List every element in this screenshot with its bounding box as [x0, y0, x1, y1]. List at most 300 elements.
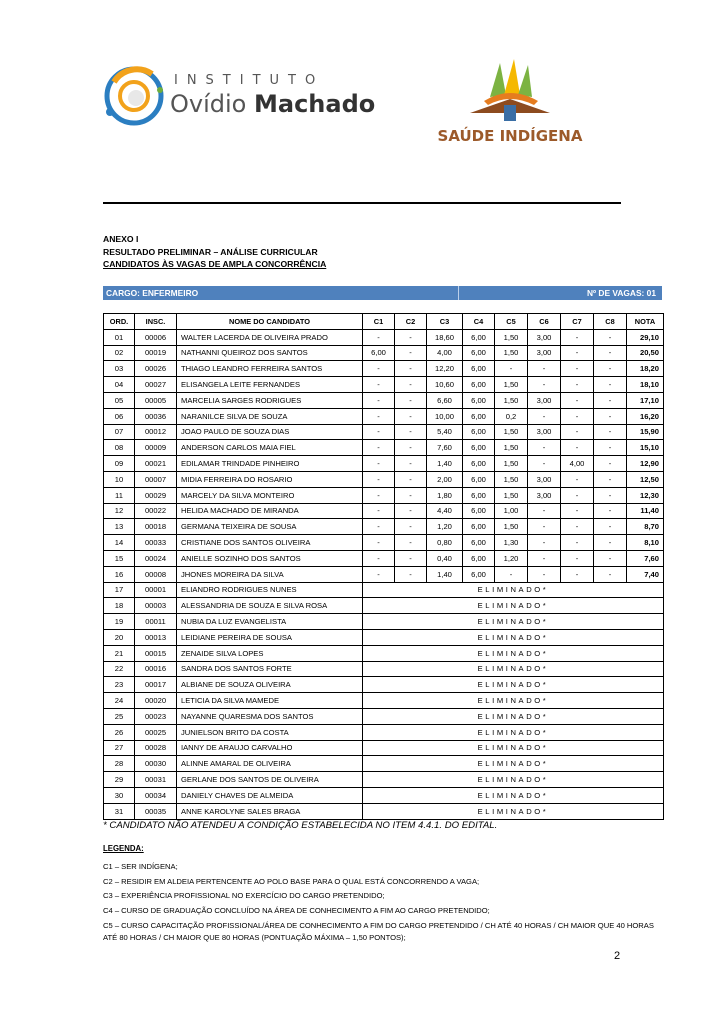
insc-cell: 00023: [135, 708, 177, 724]
ord-cell: 06: [104, 408, 135, 424]
insc-cell: 00035: [135, 803, 177, 819]
table-row: [104, 550, 664, 566]
table-row: [104, 740, 664, 756]
candidate-name-cell: EDILAMAR TRINDADE PINHEIRO: [177, 456, 363, 472]
insc-cell: 00013: [135, 629, 177, 645]
heading-annex: ANEXO I: [103, 234, 139, 244]
c2-cell: -: [395, 392, 427, 408]
nota-cell: 15,10: [627, 440, 664, 456]
ord-cell: 13: [104, 519, 135, 535]
c8-cell: -: [594, 377, 627, 393]
nota-cell: 7,60: [627, 550, 664, 566]
ord-cell: 30: [104, 787, 135, 803]
c8-cell: -: [594, 471, 627, 487]
status-cell: ELIMINADO*: [363, 598, 664, 614]
c7-cell: 4,00: [561, 456, 594, 472]
status-cell: ELIMINADO*: [363, 740, 664, 756]
ord-cell: 03: [104, 361, 135, 377]
instituto-ovidio-machado-logo: [100, 60, 376, 130]
c1-cell: -: [363, 487, 395, 503]
c4-cell: 6,00: [463, 503, 495, 519]
saude-indigena-logo: [430, 55, 590, 155]
insc-cell: 00009: [135, 440, 177, 456]
c5-cell: 1,50: [495, 487, 528, 503]
table-row: [104, 661, 664, 677]
ord-cell: 02: [104, 345, 135, 361]
c3-cell: 1,80: [427, 487, 463, 503]
c2-cell: -: [395, 503, 427, 519]
insc-cell: 00005: [135, 392, 177, 408]
c1-cell: -: [363, 471, 395, 487]
c3-cell: 1,20: [427, 519, 463, 535]
c6-cell: -: [528, 456, 561, 472]
table-row: [104, 629, 664, 645]
c8-cell: -: [594, 361, 627, 377]
c1-cell: -: [363, 535, 395, 551]
insc-cell: 00015: [135, 645, 177, 661]
c3-cell: 5,40: [427, 424, 463, 440]
c1-cell: 6,00: [363, 345, 395, 361]
c6-cell: -: [528, 408, 561, 424]
ord-cell: 20: [104, 629, 135, 645]
nota-cell: 12,30: [627, 487, 664, 503]
insc-cell: 00034: [135, 787, 177, 803]
c4-cell: 6,00: [463, 424, 495, 440]
c8-cell: -: [594, 550, 627, 566]
candidate-name-cell: NARANILCE SILVA DE SOUZA: [177, 408, 363, 424]
c5-cell: 1,50: [495, 345, 528, 361]
c1-cell: -: [363, 392, 395, 408]
ord-cell: 07: [104, 424, 135, 440]
column-header: C8: [594, 314, 627, 330]
c1-cell: -: [363, 566, 395, 582]
ord-cell: 31: [104, 803, 135, 819]
insc-cell: 00006: [135, 329, 177, 345]
candidate-name-cell: NAYANNE QUARESMA DOS SANTOS: [177, 708, 363, 724]
candidate-name-cell: ELIANDRO RODRIGUES NUNES: [177, 582, 363, 598]
c8-cell: -: [594, 519, 627, 535]
candidate-name-cell: ANDERSON CARLOS MAIA FIEL: [177, 440, 363, 456]
c8-cell: -: [594, 424, 627, 440]
cargo-bar: [103, 286, 662, 300]
column-header: INSC.: [135, 314, 177, 330]
c6-cell: -: [528, 503, 561, 519]
legend-item: C1 – SER INDÍGENA;: [103, 862, 178, 871]
c8-cell: -: [594, 566, 627, 582]
c5-cell: 1,50: [495, 392, 528, 408]
c7-cell: -: [561, 392, 594, 408]
insc-cell: 00016: [135, 661, 177, 677]
c1-cell: -: [363, 440, 395, 456]
nota-cell: 11,40: [627, 503, 664, 519]
candidate-name-cell: GERMANA TEIXEIRA DE SOUSA: [177, 519, 363, 535]
c3-cell: 1,40: [427, 456, 463, 472]
c1-cell: -: [363, 424, 395, 440]
c8-cell: -: [594, 456, 627, 472]
c1-cell: -: [363, 550, 395, 566]
c1-cell: -: [363, 377, 395, 393]
status-cell: ELIMINADO*: [363, 756, 664, 772]
insc-cell: 00017: [135, 677, 177, 693]
c2-cell: -: [395, 471, 427, 487]
insc-cell: 00027: [135, 377, 177, 393]
c8-cell: -: [594, 487, 627, 503]
c3-cell: 7,60: [427, 440, 463, 456]
c6-cell: -: [528, 361, 561, 377]
c6-cell: 3,00: [528, 329, 561, 345]
status-cell: ELIMINADO*: [363, 708, 664, 724]
legend-item: C2 – RESIDIR EM ALDEIA PERTENCENTE AO POLO BASE PARA O QUAL ESTÁ CONCORRENDO A VAGA;: [103, 876, 480, 886]
c4-cell: 6,00: [463, 440, 495, 456]
status-cell: ELIMINADO*: [363, 661, 664, 677]
insc-cell: 00033: [135, 535, 177, 551]
c7-cell: -: [561, 566, 594, 582]
table-row: [104, 456, 664, 472]
ord-cell: 01: [104, 329, 135, 345]
c3-cell: 6,60: [427, 392, 463, 408]
column-header: C6: [528, 314, 561, 330]
legend-item: C3 – EXPERIÊNCIA PROFISSIONAL NO EXERCÍCIO DO CARGO PRETENDIDO;: [103, 891, 385, 901]
c4-cell: 6,00: [463, 377, 495, 393]
c2-cell: -: [395, 440, 427, 456]
table-row: [104, 803, 664, 819]
c5-cell: 1,20: [495, 550, 528, 566]
table-row: [104, 772, 664, 788]
c6-cell: 3,00: [528, 471, 561, 487]
c7-cell: -: [561, 471, 594, 487]
c5-cell: -: [495, 566, 528, 582]
c7-cell: -: [561, 519, 594, 535]
candidate-name-cell: MARCELIA SARGES RODRIGUES: [177, 392, 363, 408]
c3-cell: 18,60: [427, 329, 463, 345]
c7-cell: -: [561, 377, 594, 393]
table-row: [104, 724, 664, 740]
table-row: [104, 693, 664, 709]
insc-cell: 00026: [135, 361, 177, 377]
table-row: [104, 408, 664, 424]
insc-cell: 00024: [135, 550, 177, 566]
table-row: [104, 598, 664, 614]
c8-cell: -: [594, 329, 627, 345]
insc-cell: 00011: [135, 614, 177, 630]
table-row: [104, 503, 664, 519]
logo-ovidio-text: Ovídio: [170, 90, 247, 118]
candidate-name-cell: NATHANNI QUEIROZ DOS SANTOS: [177, 345, 363, 361]
table-header-row: [104, 314, 664, 330]
insc-cell: 00030: [135, 756, 177, 772]
table-row: [104, 787, 664, 803]
logo-saude-text: SAÚDE INDÍGENA: [437, 127, 583, 145]
cargo-label: CARGO: ENFERMEIRO: [106, 288, 199, 298]
table-row: [104, 471, 664, 487]
insc-cell: 00018: [135, 519, 177, 535]
c5-cell: 1,30: [495, 535, 528, 551]
table-row: [104, 345, 664, 361]
candidate-name-cell: IANNY DE ARAUJO CARVALHO: [177, 740, 363, 756]
c2-cell: -: [395, 377, 427, 393]
ord-cell: 16: [104, 566, 135, 582]
candidate-name-cell: WALTER LACERDA DE OLIVEIRA PRADO: [177, 329, 363, 345]
c8-cell: -: [594, 345, 627, 361]
c8-cell: -: [594, 392, 627, 408]
nota-cell: 18,10: [627, 377, 664, 393]
c6-cell: -: [528, 535, 561, 551]
c4-cell: 6,00: [463, 550, 495, 566]
c7-cell: -: [561, 424, 594, 440]
column-header: C5: [495, 314, 528, 330]
c5-cell: 1,50: [495, 440, 528, 456]
candidate-name-cell: JOAO PAULO DE SOUZA DIAS: [177, 424, 363, 440]
candidate-name-cell: ELISANGELA LEITE FERNANDES: [177, 377, 363, 393]
ord-cell: 08: [104, 440, 135, 456]
c7-cell: -: [561, 408, 594, 424]
c4-cell: 6,00: [463, 456, 495, 472]
c1-cell: -: [363, 456, 395, 472]
header-rule: [103, 202, 621, 204]
candidate-name-cell: ANIELLE SOZINHO DOS SANTOS: [177, 550, 363, 566]
c2-cell: -: [395, 566, 427, 582]
legend-item: C4 – CURSO DE GRADUAÇÃO CONCLUÍDO NA ÁREA DE CONHECIMENTO A FIM AO CARGO PRETENDIDO;: [103, 906, 490, 916]
status-cell: ELIMINADO*: [363, 645, 664, 661]
status-cell: ELIMINADO*: [363, 787, 664, 803]
insc-cell: 00031: [135, 772, 177, 788]
table-row: [104, 487, 664, 503]
c6-cell: 3,00: [528, 345, 561, 361]
ord-cell: 23: [104, 677, 135, 693]
c4-cell: 6,00: [463, 392, 495, 408]
c1-cell: -: [363, 408, 395, 424]
c5-cell: 1,50: [495, 519, 528, 535]
c2-cell: -: [395, 345, 427, 361]
nota-cell: 18,20: [627, 361, 664, 377]
c1-cell: -: [363, 329, 395, 345]
insc-cell: 00007: [135, 471, 177, 487]
c6-cell: -: [528, 377, 561, 393]
heading-result: RESULTADO PRELIMINAR – ANÁLISE CURRICULAR: [103, 246, 318, 257]
c5-cell: -: [495, 361, 528, 377]
c1-cell: -: [363, 503, 395, 519]
insc-cell: 00022: [135, 503, 177, 519]
ord-cell: 14: [104, 535, 135, 551]
insc-cell: 00012: [135, 424, 177, 440]
c7-cell: -: [561, 503, 594, 519]
c4-cell: 6,00: [463, 535, 495, 551]
page-number: 2: [614, 950, 621, 962]
status-cell: ELIMINADO*: [363, 803, 664, 819]
ord-cell: 26: [104, 724, 135, 740]
ord-cell: 27: [104, 740, 135, 756]
column-header: C4: [463, 314, 495, 330]
table-row: [104, 582, 664, 598]
cargo-separator: [458, 286, 459, 300]
c7-cell: -: [561, 345, 594, 361]
c6-cell: -: [528, 566, 561, 582]
ord-cell: 17: [104, 582, 135, 598]
table-row: [104, 677, 664, 693]
c4-cell: 6,00: [463, 329, 495, 345]
candidate-name-cell: ALINNE AMARAL DE OLIVEIRA: [177, 756, 363, 772]
candidate-name-cell: MARCELY DA SILVA MONTEIRO: [177, 487, 363, 503]
table-row: [104, 535, 664, 551]
c2-cell: -: [395, 408, 427, 424]
status-cell: ELIMINADO*: [363, 677, 664, 693]
insc-cell: 00008: [135, 566, 177, 582]
candidate-name-cell: ZENAIDE SILVA LOPES: [177, 645, 363, 661]
c7-cell: -: [561, 329, 594, 345]
c3-cell: 4,00: [427, 345, 463, 361]
insc-cell: 00036: [135, 408, 177, 424]
table-row: [104, 329, 664, 345]
candidate-name-cell: DANIELY CHAVES DE ALMEIDA: [177, 787, 363, 803]
c8-cell: -: [594, 408, 627, 424]
c3-cell: 10,00: [427, 408, 463, 424]
c4-cell: 6,00: [463, 361, 495, 377]
c4-cell: 6,00: [463, 487, 495, 503]
nota-cell: 20,50: [627, 345, 664, 361]
candidate-name-cell: LETICIA DA SILVA MAMEDE: [177, 693, 363, 709]
table-row: [104, 424, 664, 440]
c2-cell: -: [395, 361, 427, 377]
c3-cell: 10,60: [427, 377, 463, 393]
c3-cell: 12,20: [427, 361, 463, 377]
ord-cell: 25: [104, 708, 135, 724]
c7-cell: -: [561, 535, 594, 551]
candidate-name-cell: CRISTIANE DOS SANTOS OLIVEIRA: [177, 535, 363, 551]
c7-cell: -: [561, 361, 594, 377]
nota-cell: 12,50: [627, 471, 664, 487]
c6-cell: -: [528, 550, 561, 566]
c4-cell: 6,00: [463, 345, 495, 361]
heading-candidates: CANDIDATOS ÀS VAGAS DE AMPLA CONCORRÊNCIA: [103, 259, 327, 270]
c2-cell: -: [395, 487, 427, 503]
c5-cell: 1,50: [495, 424, 528, 440]
ord-cell: 05: [104, 392, 135, 408]
nota-cell: 16,20: [627, 408, 664, 424]
c4-cell: 6,00: [463, 566, 495, 582]
insc-cell: 00028: [135, 740, 177, 756]
c8-cell: -: [594, 535, 627, 551]
c5-cell: 1,00: [495, 503, 528, 519]
c3-cell: 1,40: [427, 566, 463, 582]
status-cell: ELIMINADO*: [363, 629, 664, 645]
status-cell: ELIMINADO*: [363, 772, 664, 788]
ord-cell: 18: [104, 598, 135, 614]
column-header: C7: [561, 314, 594, 330]
c2-cell: -: [395, 550, 427, 566]
ord-cell: 10: [104, 471, 135, 487]
c7-cell: -: [561, 440, 594, 456]
table-row: [104, 614, 664, 630]
insc-cell: 00003: [135, 598, 177, 614]
logo-machado-text: Machado: [254, 90, 376, 118]
column-header: C1: [363, 314, 395, 330]
column-header: ORD.: [104, 314, 135, 330]
table-row: [104, 519, 664, 535]
c8-cell: -: [594, 503, 627, 519]
document-heading: [103, 233, 326, 271]
nota-cell: 29,10: [627, 329, 664, 345]
insc-cell: 00025: [135, 724, 177, 740]
table-row: [104, 645, 664, 661]
c7-cell: -: [561, 487, 594, 503]
c4-cell: 6,00: [463, 519, 495, 535]
c2-cell: -: [395, 329, 427, 345]
insc-cell: 00019: [135, 345, 177, 361]
ord-cell: 15: [104, 550, 135, 566]
nota-cell: 8,70: [627, 519, 664, 535]
ord-cell: 21: [104, 645, 135, 661]
table-row: [104, 708, 664, 724]
candidate-name-cell: LEIDIANE PEREIRA DE SOUSA: [177, 629, 363, 645]
c2-cell: -: [395, 535, 427, 551]
legend: [103, 861, 663, 947]
logo-instituto-text: INSTITUTO: [174, 73, 325, 88]
status-cell: ELIMINADO*: [363, 582, 664, 598]
results-table: [103, 313, 664, 820]
ord-cell: 09: [104, 456, 135, 472]
vagas-label: Nº DE VAGAS: 01: [587, 288, 656, 298]
ord-cell: 04: [104, 377, 135, 393]
insc-cell: 00001: [135, 582, 177, 598]
status-cell: ELIMINADO*: [363, 724, 664, 740]
candidate-name-cell: GERLANE DOS SANTOS DE OLIVEIRA: [177, 772, 363, 788]
c5-cell: 1,50: [495, 456, 528, 472]
insc-cell: 00020: [135, 693, 177, 709]
c2-cell: -: [395, 456, 427, 472]
svg-text:Ovídio Machado: [170, 90, 375, 118]
candidate-name-cell: ALBIANE DE SOUZA OLIVEIRA: [177, 677, 363, 693]
candidate-name-cell: MIDIA FERREIRA DO ROSARIO: [177, 471, 363, 487]
candidate-name-cell: ANNE KAROLYNE SALES BRAGA: [177, 803, 363, 819]
status-cell: ELIMINADO*: [363, 693, 664, 709]
nota-cell: 17,10: [627, 392, 664, 408]
candidate-name-cell: JHONES MOREIRA DA SILVA: [177, 566, 363, 582]
column-header: C3: [427, 314, 463, 330]
insc-cell: 00029: [135, 487, 177, 503]
candidate-name-cell: JUNIELSON BRITO DA COSTA: [177, 724, 363, 740]
insc-cell: 00021: [135, 456, 177, 472]
legend-item: C5 – CURSO CAPACITAÇÃO PROFISSIONAL/ÁREA DE CONHECIMENTO A FIM DO CARGO PRETENDIDO / CH ATÉ 40 HORAS / CH MAIOR QUE 40 HORAS ATÉ 80 HORAS / CH MAIOR QUE 80 HORAS (PONTUAÇÃO MÁXIMA – 1,50 PONTOS);: [103, 920, 654, 943]
c5-cell: 1,50: [495, 377, 528, 393]
c5-cell: 0,2: [495, 408, 528, 424]
candidate-name-cell: HELIDA MACHADO DE MIRANDA: [177, 503, 363, 519]
candidate-name-cell: NUBIA DA LUZ EVANGELISTA: [177, 614, 363, 630]
ord-cell: 22: [104, 661, 135, 677]
ord-cell: 24: [104, 693, 135, 709]
column-header: NOME DO CANDIDATO: [177, 314, 363, 330]
c3-cell: 2,00: [427, 471, 463, 487]
c6-cell: -: [528, 440, 561, 456]
c3-cell: 4,40: [427, 503, 463, 519]
column-header: C2: [395, 314, 427, 330]
c4-cell: 6,00: [463, 471, 495, 487]
table-row: [104, 377, 664, 393]
c5-cell: 1,50: [495, 471, 528, 487]
c2-cell: -: [395, 519, 427, 535]
ord-cell: 12: [104, 503, 135, 519]
table-row: [104, 756, 664, 772]
candidate-name-cell: THIAGO LEANDRO FERREIRA SANTOS: [177, 361, 363, 377]
c4-cell: 6,00: [463, 408, 495, 424]
c1-cell: -: [363, 519, 395, 535]
table-row: [104, 566, 664, 582]
c2-cell: -: [395, 424, 427, 440]
c1-cell: -: [363, 361, 395, 377]
nota-cell: 15,90: [627, 424, 664, 440]
c8-cell: -: [594, 440, 627, 456]
c6-cell: 3,00: [528, 487, 561, 503]
footnote: * CANDIDATO NÃO ATENDEU A CONDIÇÃO ESTABELECIDA NO ITEM 4.4.1. DO EDITAL.: [103, 820, 498, 831]
